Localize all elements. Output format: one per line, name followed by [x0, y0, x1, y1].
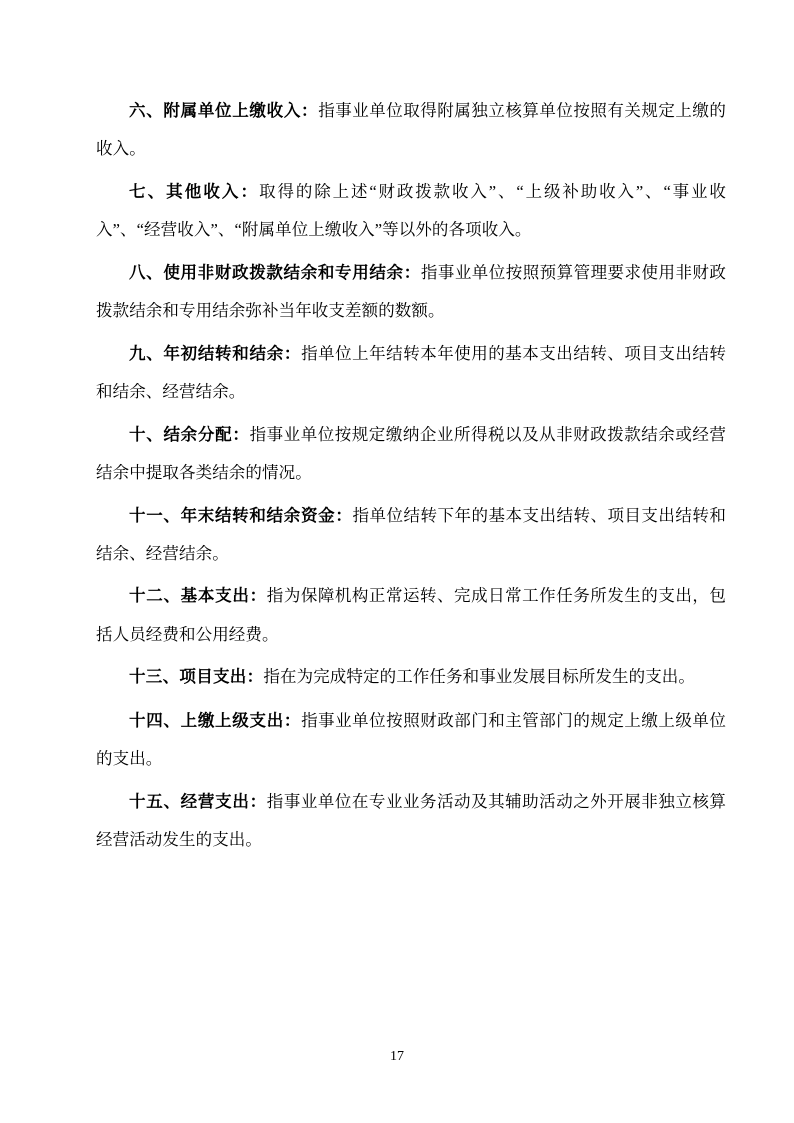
paragraph-12 [96, 577, 726, 653]
term-definition: 指事业单位按照财政部门和主管部门的规定上缴上级单位的支出。 [96, 710, 727, 769]
paragraph-7 [96, 173, 726, 249]
term-definition: 取得的除上述“财政拨款收入”、“上级补助收入”、“事业收入”、“经营收入”、“附属单位上缴收入”等以外的各项收入。 [96, 181, 726, 240]
term-label: 十、结余分配： [129, 425, 250, 444]
term-definition: 指事业单位按照预算管理要求使用非财政拨款结余和专用结余弥补当年收支差额的数额。 [96, 262, 726, 321]
term-label: 七、其他收入： [129, 182, 260, 201]
term-label: 六、附属单位上缴收入： [129, 102, 319, 120]
paragraph-9 [96, 335, 726, 411]
term-label: 十一、年末结转和结余资金： [129, 506, 353, 525]
term-definition: 指在为完成特定的工作任务和事业发展目标所发生的支出。 [263, 667, 696, 687]
paragraph-11 [96, 497, 726, 573]
term-label: 九、年初结转和结余： [129, 344, 302, 363]
paragraph-6 [96, 92, 726, 168]
term-label: 十三、项目支出： [129, 668, 264, 687]
term-definition: 指事业单位按规定缴纳企业所得税以及从非财政拨款结余或经营结余中提取各类结余的情况。 [96, 424, 726, 483]
paragraph-14 [96, 702, 726, 778]
term-definition: 指为保障机构正常运转、完成日常工作任务所发生的支出，包括人员经费和公用经费。 [96, 586, 727, 644]
term-label: 十二、基本支出： [129, 587, 267, 606]
term-definition: 指单位结转下年的基本支出结转、项目支出结转和结余、经营结余。 [96, 505, 727, 563]
term-label: 十五、经营支出： [129, 792, 267, 811]
page-content [96, 92, 726, 859]
term-label: 十四、上缴上级支出： [129, 711, 302, 730]
term-label: 八、使用非财政拨款结余和专用结余： [129, 263, 421, 282]
page-number: 17 [390, 1049, 404, 1064]
paragraph-13 [96, 658, 726, 696]
term-definition: 指单位上年结转本年使用的基本支出结转、项目支出结转和结余、经营结余。 [96, 343, 727, 402]
term-definition: 指事业单位在专业业务活动及其辅助活动之外开展非独立核算经营活动发生的支出。 [96, 791, 727, 850]
term-definition: 指事业单位取得附属独立核算单位按照有关规定上缴的收入。 [96, 101, 726, 159]
paragraph-15 [96, 783, 726, 859]
paragraph-10 [96, 416, 726, 492]
paragraph-8 [96, 254, 726, 330]
